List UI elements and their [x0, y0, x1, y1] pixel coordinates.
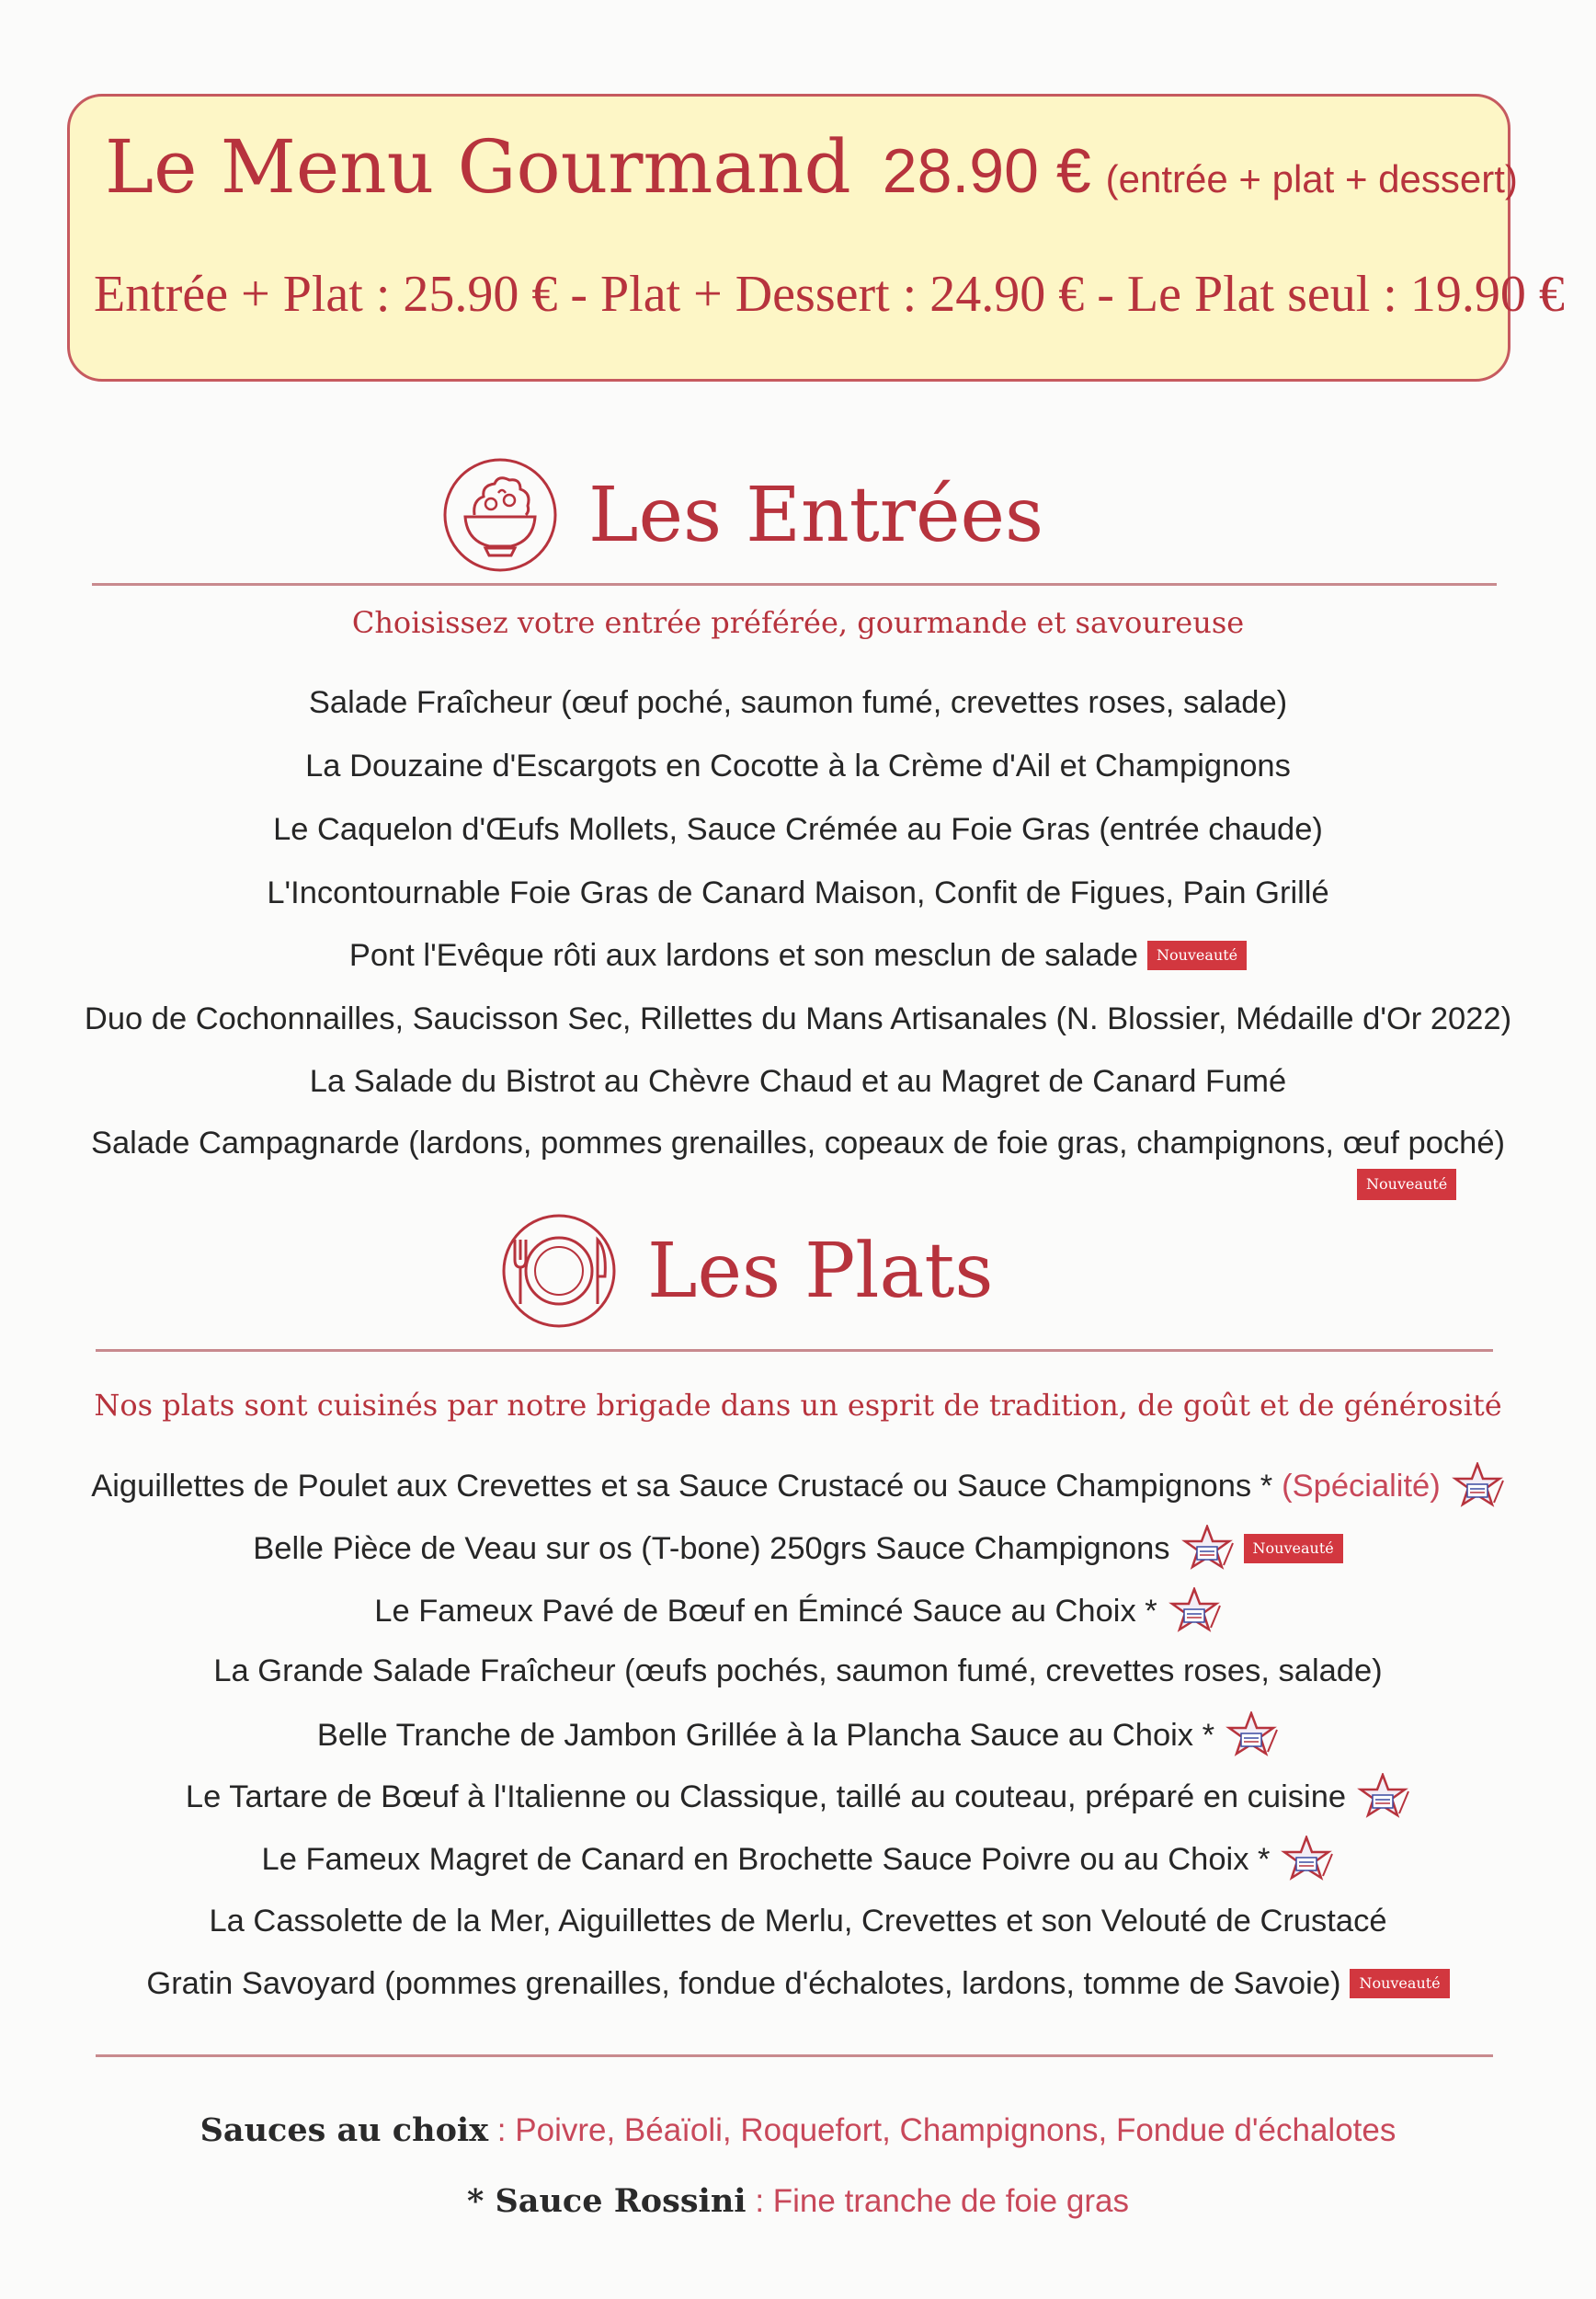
entree-item: Salade Campagnarde (lardons, pommes grenailles, copeaux de foie gras, champignons, œuf poché) [90, 1126, 1506, 1161]
sauces-list: Poivre, Béaïoli, Roquefort, Champignons, Fondue d'échalotes [515, 2112, 1396, 2148]
plat-item: La Grande Salade Fraîcheur (œufs pochés, saumon fumé, crevettes roses, salade) [213, 1653, 1383, 1688]
new-badge: Nouveauté [1350, 1969, 1449, 1998]
menu-name: Le Menu Gourmand [105, 124, 851, 210]
plat-item: Belle Pièce de Veau sur os (T-bone) 250grs Sauce Champignons Nouveauté [0, 1525, 1596, 1567]
plat-item: Le Fameux Pavé de Bœuf en Émincé Sauce au Choix * [0, 1587, 1596, 1630]
entree-item: La Douzaine d'Escargots en Cocotte à la Crème d'Ail et Champignons [305, 749, 1291, 783]
maitre-restaurateur-icon [1180, 1525, 1235, 1573]
sauces-divider [96, 2054, 1493, 2057]
menu-title-line [105, 124, 1518, 234]
entree-item: Le Caquelon d'Œufs Mollets, Sauce Crémée au Foie Gras (entrée chaude) [273, 812, 1323, 847]
menu-price-box [67, 94, 1565, 382]
plat-item: La Cassolette de la Mer, Aiguillettes de Merlu, Crevettes et son Velouté de Crustacé [209, 1904, 1387, 1939]
maitre-restaurateur-icon [1167, 1587, 1222, 1635]
plat-item: Le Tartare de Bœuf à l'Italienne ou Classique, taillé au couteau, préparé en cuisine [0, 1773, 1596, 1815]
plats-tagline: Nos plats sont cuisinés par notre brigade dans un esprit de tradition, de goût et de générosité [94, 1388, 1502, 1423]
menu-price: 28.90 € [882, 136, 1091, 206]
entrees-tagline: Choisissez votre entrée préférée, gourmande et savoureuse [351, 605, 1245, 640]
maitre-restaurateur-icon [1355, 1773, 1410, 1821]
rossini-label: * Sauce Rossini [467, 2182, 747, 2220]
plat-item: Aiguillettes de Poulet aux Crevettes et sa Sauce Crustacé ou Sauce Champignons * (Spécialité) [0, 1462, 1596, 1504]
plat-item: Le Fameux Magret de Canard en Brochette Sauce Poivre ou au Choix * [0, 1836, 1596, 1878]
plate-cutlery-icon [500, 1212, 618, 1330]
plats-divider [96, 1349, 1493, 1352]
entree-item: Duo de Cochonnailles, Saucisson Sec, Rillettes du Mans Artisanales (N. Blossier, Médaille d'Or 2022) [84, 1001, 1512, 1036]
plats-header [500, 1207, 993, 1335]
maitre-restaurateur-icon [1450, 1462, 1505, 1510]
entrees-header [441, 451, 1043, 579]
entrees-title: Les Entrées [588, 471, 1044, 559]
new-badge: Nouveauté [1244, 1534, 1343, 1563]
sauces-line: Sauces au choix : Poivre, Béaïoli, Roquefort, Champignons, Fondue d'échalotes [200, 2111, 1396, 2149]
formula-prices: Entrée + Plat : 25.90 € - Plat + Dessert : 24.90 € - Le Plat seul : 19.90 € [94, 266, 1565, 323]
maitre-restaurateur-icon [1279, 1836, 1334, 1883]
rossini-line: * Sauce Rossini : Fine tranche de foie gras [467, 2182, 1129, 2220]
entree-item: La Salade du Bistrot au Chèvre Chaud et au Magret de Canard Fumé [309, 1064, 1287, 1099]
entree-item: L'Incontournable Foie Gras de Canard Maison, Confit de Figues, Pain Grillé [267, 875, 1329, 910]
menu-formulas [94, 265, 1565, 338]
rossini-desc: Fine tranche de foie gras [772, 2183, 1129, 2219]
new-badge: Nouveauté [1357, 1169, 1456, 1200]
entree-item: Pont l'Evêque rôti aux lardons et son mesclun de salade Nouveauté [0, 934, 1596, 977]
new-badge: Nouveauté [1147, 941, 1247, 970]
plat-item: Gratin Savoyard (pommes grenailles, fondue d'échalotes, lardons, tomme de Savoie) Nouveauté [0, 1962, 1596, 2005]
maitre-restaurateur-icon [1224, 1711, 1279, 1759]
specialite-label: (Spécialité) [1282, 1469, 1441, 1504]
plats-title: Les Plats [647, 1227, 994, 1315]
salad-bowl-icon [441, 456, 559, 574]
menu-formula: (entrée + plat + dessert) [1105, 157, 1518, 200]
entree-item: Salade Fraîcheur (œuf poché, saumon fumé, crevettes roses, salade) [308, 685, 1288, 720]
plat-item: Belle Tranche de Jambon Grillée à la Plancha Sauce au Choix * [0, 1711, 1596, 1754]
entrees-divider [92, 583, 1497, 586]
sauces-label: Sauces au choix [200, 2111, 489, 2149]
